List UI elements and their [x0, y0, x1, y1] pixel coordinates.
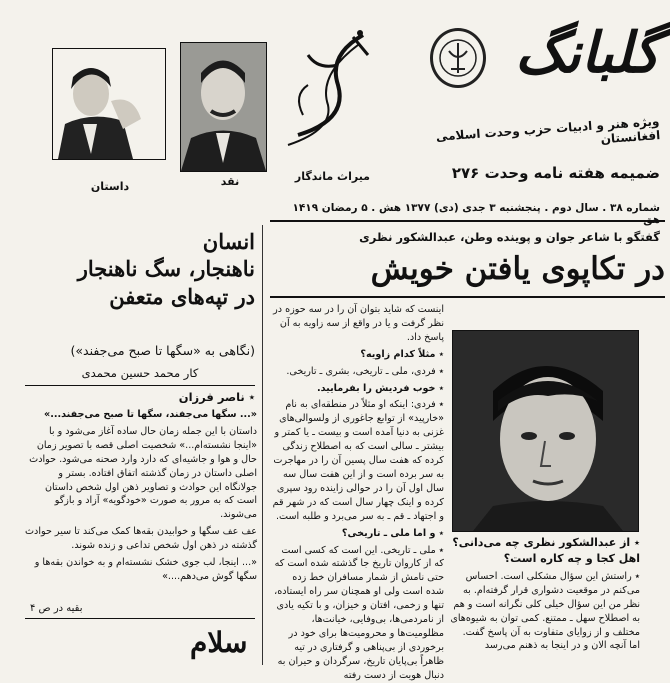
interview-kicker: گفتگو با شاعر جوان و پوینده وطن، عبدالشکور نظری [359, 230, 660, 244]
section-heritage: میراث ماندگار [294, 170, 370, 183]
caption-answer: ٭ راستش این سؤال مشکلی است. احساس می‌کنم در موقعیت دشواری قرار گرفته‌ام. به نظر من این سؤال خیلی کلی نگرانه است و هم به اصطلاح سهل ـ ممتنع. کمی توان به شیوه‌های مختلف و از زوایای متفاوت به آن پاسخ گفت. اما آنچه الان و در اینجا به ذهنم می‌رسد [450, 570, 640, 652]
masthead-subtitle: ویژه هنر و ادبیات حزب وحدت اسلامی افغانستان [435, 114, 661, 147]
interview-answer: ٭ فردی، ملی ـ تاریخی، بشری ـ تاریخی. [286, 365, 444, 377]
continued-note: بقیه در ص ۴ [30, 603, 83, 614]
review-paragraph: داستان با این جمله زمان حال ساده آغاز می‌شود و با «اینجا نشسته‌ام...» شخصیت اصلی قصه با تصویر زمان حال و هوا و جاشیه‌ای که دارد وارد صحنه می‌شود. حوادث اصلی داستان در زمان گذشته اتفاق افتاده. بستر و جولانگاه این حوادث و تصاویر ذهن اول شخص داستان است که به مرور به صورت «خودگویه» آزاد و بازگو می‌شوند. [29, 425, 257, 521]
column-divider [25, 618, 255, 619]
headline-divider [270, 296, 665, 298]
section-criticism: نقد [220, 175, 240, 188]
interviewee-photo [452, 330, 639, 532]
issue-line: شماره ۳۸ . سال دوم . پنجشنبه ۳ جدی (دی) ۱۳۷۷ هش . ۵ رمضان ۱۴۱۹ [292, 202, 660, 214]
review-byline: کار محمد حسین محمدی [81, 366, 199, 380]
review-subtitle: (نگاهی به «سگها تا صبح می‌جفند») [70, 343, 255, 358]
review-author: ٭ ناصر فرزان [178, 390, 255, 404]
review-paragraph: عف عف سگها و خوابیدن بقه‌ها کمک می‌کند تا سیر حوادث گذشته در ذهن اول شخص تداعی و زنده شوند. [25, 526, 257, 552]
column-rule [262, 225, 263, 665]
supplement-label: ضمیمه هفته نامه وحدت ۲۷۶ [451, 164, 660, 182]
story-portrait [52, 48, 166, 160]
interview-answer: ٭ فردی: اینکه او مثلاً در منطقه‌ای به نام «خارپید» از توابع جاغوری از ولسوالی‌های غزنی به دنیا آمده است و بیست ـ یا کمتر و بیشتر ـ سالی است که به اصطلاح زندگی کرده که هفت سال پسین آن را در مهاجرت به سر برده است و از این هفت سال سه سال اول آن را در حوالی زاینده رود سپری کرده و اینک چهار سال است که در شهر قم و اجتهاد ـ قم ـ به سر می‌برد و طلبه است. [272, 399, 444, 522]
review-headline [25, 228, 255, 310]
review-paragraph: «... اینجا، لب جوی خشک نشسته‌ام و به خواندن بقه‌ها و سگها گوش می‌دهم....» [34, 557, 257, 582]
interview-answer: ٭ ملی ـ تاریخی. این است که کسی است که از کاروان تاریخ جا گذشته شده است که حتی نامش از شمار مسافران خط زده شده است ولی او همچنان سر راه ایستاده، تنها و زخمی، افتان و خیزان، و با تکیه یادی از نامردمی‌ها، بی‌وفایی، خیانت‌ها، مظلومیت‌ها و محرومیت‌ها برای خود در برخوردی از بی‌پناهی و گرفتاری در تیه ظاهراً بی‌پایان تاریخ، سرگردان و حیران به دنبال هویت از دست رفته [274, 544, 444, 681]
masthead-divider [270, 220, 665, 222]
review-divider [25, 385, 255, 386]
review-body [25, 408, 257, 603]
interview-question: ٭ و اما ملی ـ تاریخی؟ [341, 527, 444, 539]
photo-caption [450, 535, 640, 663]
caption-question: ٭ از عبدالشکور نظری چه می‌دانی؟ اهل کجا و چه کاره است؟ [452, 536, 640, 565]
masthead-title: گلبانگ [515, 20, 660, 86]
next-article-title: سلام [190, 626, 248, 659]
review-headline-line: انسان [202, 229, 255, 254]
review-headline-line: در تپه‌های متعفن [109, 283, 255, 309]
review-quote: «... سگها می‌جفند، سگها تا صبح می‌جفند...» [44, 409, 257, 420]
interview-question: ٭ خوب فردیش را بفرمایید. [316, 382, 444, 394]
interview-question: ٭ مثلاً کدام زاویه؟ [360, 348, 444, 360]
interview-intro: اینست که شاید بتوان آن را در سه حوزه در نظر گرفت و یا در واقع از سه زاویه به آن پاسخ داد. [273, 304, 444, 343]
review-headline-line: ناهنجار، سگ ناهنجار [77, 256, 255, 282]
critic-portrait [180, 42, 267, 172]
calligraphy-logo [268, 25, 378, 160]
interview-body [272, 303, 444, 681]
interview-headline: در تکاپوی یافتن خویش [370, 251, 665, 287]
section-story: داستان [90, 180, 130, 193]
